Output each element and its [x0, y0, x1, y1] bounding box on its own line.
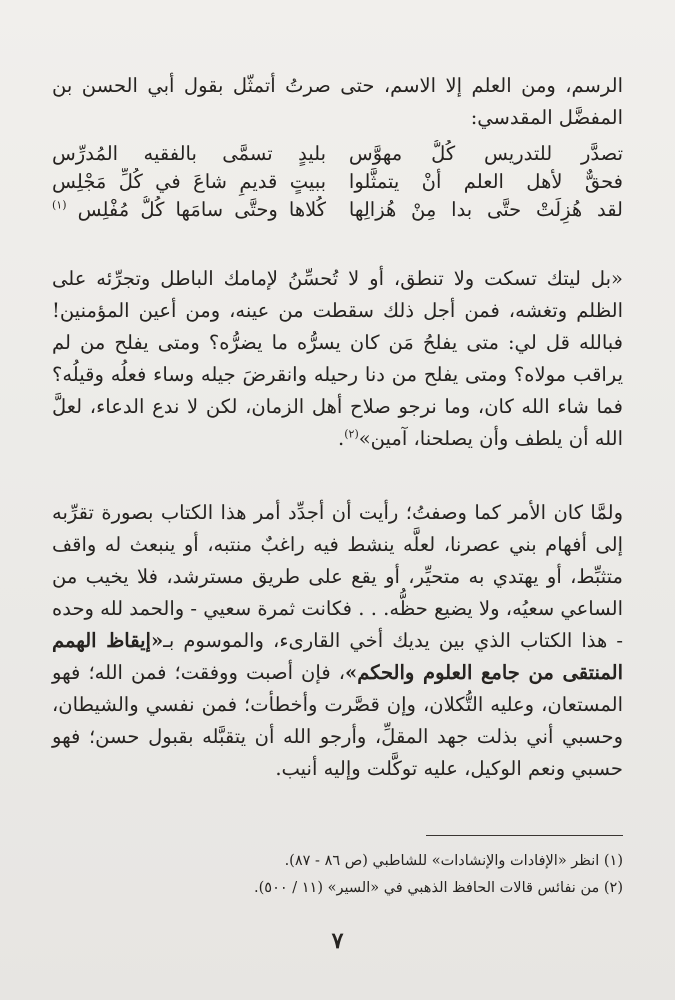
verse-2-first-hemistich: فحقٌّ لأهل العلم أنْ يتمثَّلوا: [348, 170, 623, 193]
poem-verse-1: [52, 140, 623, 168]
book-title: «إيقاظ الهمم المنتقى من جامع العلوم والحكم»: [52, 629, 624, 684]
quote-text: [52, 263, 623, 455]
verse-3-second-hemistich: [52, 196, 326, 224]
quote-body: «بل ليتك تسكت ولا تنطق، أو لا تُحسِّنُ لإمامك الباطل وتجرِّئه على الظلم وتغشه، فمن أجل ذلك سقطت من عينه، ومن أعين المؤمنين! فبالله قل لي: متى يفلحُ مَن كان يسرُّه ما يضرُّه؟ ومتى يفلح من لم يراقب مولاه؟ ومتى يفلح من دنا رحيله وانقرضَ جيله وساء فعلُه وقيلُه؟ فما شاء الله كان، وما نرجو صلاح أهل الزمان، لكن لا ندع الدعاء، لعلَّ الله أن يلطف وأن يصلحنا، آمين»: [52, 267, 623, 450]
poem: [52, 140, 623, 224]
page-number: ٧: [331, 928, 344, 954]
footnote-1: (١) انظر «الإفادات والإنشادات» للشاطبي (ص ٨٦ - ٨٧).: [284, 853, 623, 869]
verse-2-second-hemistich: ببيتٍ قديمٍ شاعَ في كُلِّ مَجْلِس: [52, 170, 327, 193]
verse-1-first-hemistich: تصدَّر للتدريس كُلُّ مهوَّس: [348, 142, 623, 165]
verse-3-second-text: كُلاها وحتَّى سامَها كُلُّ مُفْلِس: [77, 198, 327, 221]
footnote-marker-1: (١): [52, 198, 67, 212]
main-text-part-1: ولمَّا كان الأمر كما وصفتُ؛ رأيت أن أجدِّد أمر هذا الكتاب بصورة تقرِّبه إلى أفهام بني عصرنا، لعلَّه ينشط فيه راغبٌ منتبه، أو ينبعث له واقف متثبِّط، أو يهتدي به متحيِّر، أو يقع على طريق مسترشد، فلا يخيب من الساعي سعيُه، ولا يضيع حظُّه. . . فكانت ثمرة سعيي - والحمد لله وحده - هذا الكتاب الذي بين يديك أخي القارىء، والموسوم بـ: [52, 501, 623, 652]
intro-paragraph: [52, 70, 623, 134]
quote-end: .: [338, 427, 345, 450]
intro-text: الرسم، ومن العلم إلا الاسم، حتى صرتُ أتمثّل بقول أبي الحسن بن المفضَّل المقدسي:: [52, 74, 623, 129]
footnotes: [52, 848, 623, 902]
verse-3-first-hemistich: لقد هُزِلَتْ حتَّى بدا مِنْ هُزالِها: [348, 198, 623, 221]
main-paragraph: [52, 497, 623, 785]
poem-verse-2: [52, 168, 623, 196]
footnote-2: (٢) من نفائس قالات الحافظ الذهبي في «السير» (١١ / ٥٠٠).: [254, 880, 623, 896]
main-text: [52, 497, 623, 785]
verse-1-second-hemistich: بليدٍ تسمَّى بالفقيه المُدرِّس: [52, 142, 327, 165]
footnote-marker-2: (٢): [344, 427, 359, 441]
quote-paragraph: [52, 263, 623, 455]
main-text-part-2: ، فإن أصبت ووفقت؛ فمن الله؛ فهو المستعان، وعليه التُّكلان، وإن قصَّرت وأخطأت؛ فمن نفسي والشيطان، وحسبي أني بذلت جهد المقلِّ، وأرجو الله أن يتقبَّله بقبول حسن؛ فهو حسبي ونعم الوكيل، عليه توكَّلت وإليه أنيب.: [52, 661, 623, 780]
footnote-separator: [426, 835, 623, 836]
poem-verse-3: [52, 196, 623, 224]
